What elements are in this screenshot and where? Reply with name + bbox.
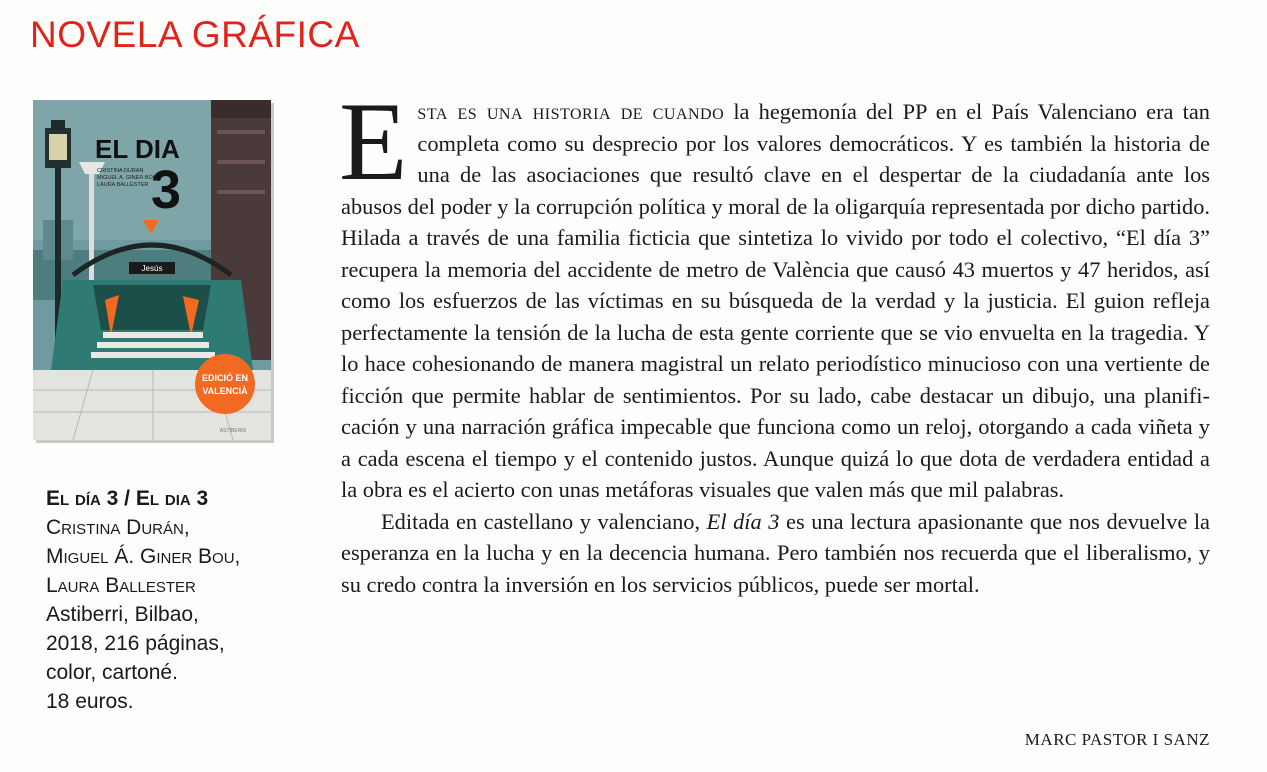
book-author: Miguel Á. Giner Bou,: [46, 545, 241, 568]
byline: MARC PASTOR I SANZ: [1024, 730, 1210, 749]
cover-title-line1: EL DIA: [95, 134, 180, 164]
lead-in-caps: sta es una historia de cuando: [417, 99, 725, 124]
review-paragraph-1: [339, 80, 1210, 506]
book-cover-image: [33, 100, 271, 440]
review-body: [339, 80, 1210, 600]
cover-badge-line2: VALENCIÀ: [202, 386, 248, 396]
cover-credit-3: LAURA BALLESTER: [97, 182, 149, 188]
book-author: Cristina Durán,: [46, 516, 190, 539]
book-year-pages: 2018, 216 páginas,: [46, 632, 225, 655]
cover-sign-text: Jesús: [141, 264, 163, 273]
paragraph-1-text: la hegemonía del PP en el País Valenciano era tan completa como su desprecio por los valores democráticos. Y es también la historia de una de las asociaciones que resultó clave en el despertar de la ciudadanía ante los abusos del poder y la corrupción política y moral de la oligarquía representada por dicho partido. Hilada a través de una familia ficticia que sintetiza lo vivido por todo el colectivo, “El día 3” recupera la memoria del accidente de metro de València que causó 43 muertos y 47 heridos, así como los esfuerzos de las víctimas en su búsqueda de la verdad y la justicia. El guion refleja perfectamente la tensión de la lucha de esta gente corriente que se vio envuelta en la tragedia. Y lo hace cohesionando de manera magistral un relato periodístico minucioso con una vertiente de ficción que permite hablar de sentimientos. Por su lado, cabe destacar un dibujo, una planificación y una narración gráfica impecable que funciona como un reloj, otorgando a cada viñeta y a cada escena el tiempo y el contenido justos. Aunque quizá lo que dota de verdadera entidad a la obra es el acierto con unas metáforas visuales que valen más que mil palabras.: [341, 99, 1210, 502]
cover-publisher-mark: ASTIBERRI: [219, 428, 247, 434]
drop-cap: E: [339, 80, 408, 204]
cover-title-line2: 3: [151, 160, 182, 220]
book-price: 18 euros.: [46, 690, 134, 713]
book-author: Laura Ballester: [46, 574, 196, 597]
paragraph-2-text: es una lectura apasionante que nos devuelve la esperanza en la lucha y en la decencia humana. Pero también nos recuerda que el liberalismo, y su credo contra la inversión en los servicios públicos, puede ser mortal.: [341, 508, 1210, 597]
book-title-italic: El día 3: [706, 508, 780, 534]
book-format: color, cartoné.: [46, 661, 178, 684]
section-title: NOVELA GRÁFICA: [30, 14, 360, 55]
cover-credit-1: CRISTINA DURÁN: [97, 168, 144, 174]
review-paragraph-2: [341, 506, 1210, 601]
book-publisher: Astiberri, Bilbao,: [46, 603, 199, 626]
book-title: El día 3 / El dia 3: [46, 487, 209, 510]
paragraph-2-start: Editada en castellano y valenciano,: [381, 508, 707, 534]
cover-credit-2: MIGUEL A. GINER BOU: [97, 175, 157, 181]
book-info: [46, 484, 286, 716]
cover-badge-line1: EDICIÓ EN: [201, 373, 249, 383]
